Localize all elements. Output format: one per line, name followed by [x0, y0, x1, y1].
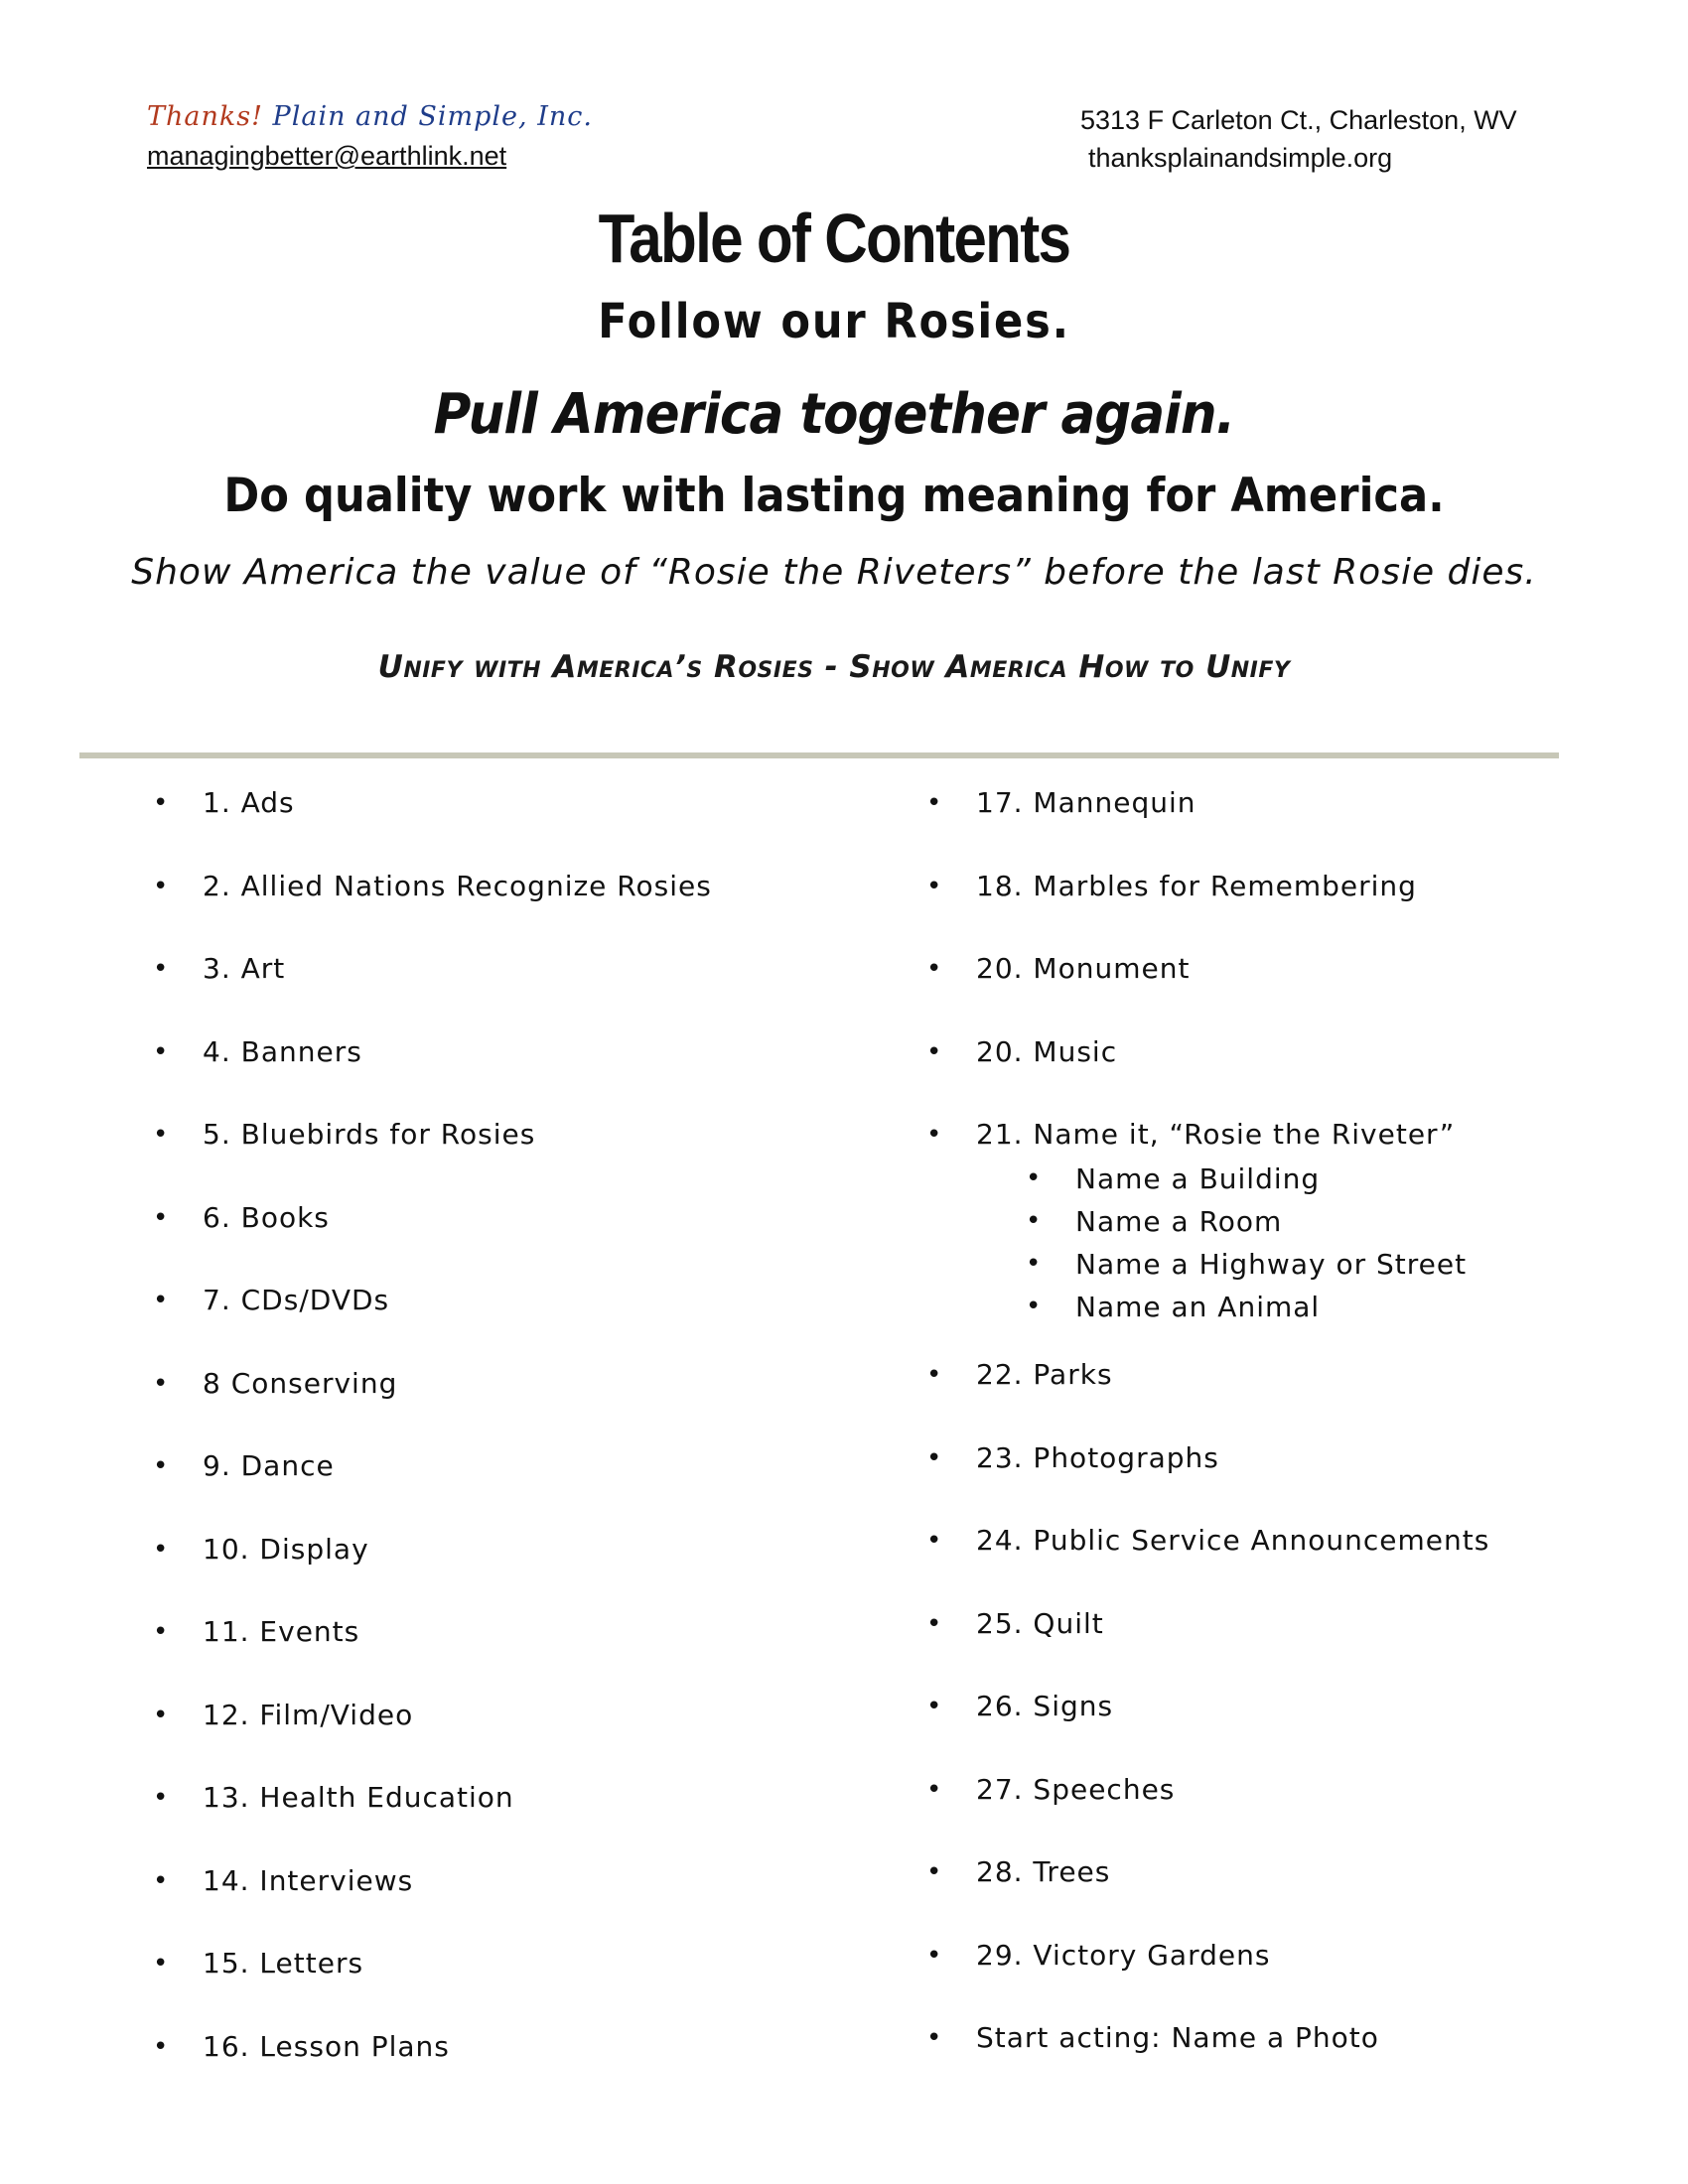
- toc-item: • 7. CDs/DVDs: [147, 1282, 712, 1365]
- subtitle-show-value: Show America the value of “Rosie the Riveters” before the last Rosie dies.: [131, 552, 1537, 593]
- organization-name-accent: Thanks!: [147, 101, 263, 132]
- toc-item-name-it-label: 21. Name it, “Rosie the Riveter”: [976, 1118, 1456, 1151]
- toc-subitem: • Name a Building: [976, 1158, 1489, 1200]
- subtitle-follow: Follow our Rosies.: [598, 294, 1070, 349]
- toc-item: • 16. Lesson Plans: [147, 2028, 712, 2112]
- toc-item: • 22. Parks: [920, 1356, 1489, 1439]
- subtitle-pull-america: Pull America together again.: [433, 382, 1235, 447]
- toc-item: • 9. Dance: [147, 1447, 712, 1531]
- toc-item: • 27. Speeches: [920, 1771, 1489, 1854]
- toc-subitem: • Name an Animal: [976, 1286, 1489, 1328]
- toc-item: • 1. Ads: [147, 784, 712, 868]
- toc-item: • 24. Public Service Announcements: [920, 1522, 1489, 1605]
- header-right: [1080, 101, 1517, 177]
- toc-item: • 14. Interviews: [147, 1862, 712, 1946]
- toc-item: • 8 Conserving: [147, 1365, 712, 1448]
- toc-subitem: • Name a Highway or Street: [976, 1243, 1489, 1286]
- page-title: Table of Contents: [598, 200, 1070, 277]
- toc-item: • 6. Books: [147, 1199, 712, 1283]
- toc-item-name-it: [920, 1116, 1489, 1356]
- toc-item: • 2. Allied Nations Recognize Rosies: [147, 868, 712, 951]
- toc-item: • 20. Music: [920, 1033, 1489, 1117]
- toc-item: • Start acting: Name a Photo: [920, 2019, 1489, 2103]
- subtitle-unify: Unify with America’s Rosies - Show America How to Unify: [377, 649, 1291, 685]
- toc-left-column: [147, 784, 712, 2111]
- toc-item: • 23. Photographs: [920, 1439, 1489, 1523]
- toc-item: • 29. Victory Gardens: [920, 1937, 1489, 2020]
- organization-name-rest: Plain and Simple, Inc.: [272, 101, 593, 132]
- toc-subitems: [976, 1158, 1489, 1328]
- organization-name: [147, 99, 593, 135]
- divider: [79, 752, 1559, 758]
- toc-item: • 4. Banners: [147, 1033, 712, 1117]
- toc-item: • 20. Monument: [920, 950, 1489, 1033]
- header-left: [147, 99, 593, 175]
- toc-item: • 25. Quilt: [920, 1605, 1489, 1689]
- address: 5313 F Carleton Ct., Charleston, WV: [1080, 105, 1517, 135]
- email-link[interactable]: managingbetter@earthlink.net: [147, 141, 507, 171]
- toc-item: • 28. Trees: [920, 1853, 1489, 1937]
- toc-item: • 17. Mannequin: [920, 784, 1489, 868]
- toc-item: • 26. Signs: [920, 1688, 1489, 1771]
- toc-item: • 15. Letters: [147, 1945, 712, 2028]
- toc-item: • 11. Events: [147, 1613, 712, 1697]
- subtitle-quality-work: Do quality work with lasting meaning for America.: [223, 469, 1445, 523]
- toc-item: • 5. Bluebirds for Rosies: [147, 1116, 712, 1199]
- toc-item: • 10. Display: [147, 1531, 712, 1614]
- toc-item: • 13. Health Education: [147, 1779, 712, 1862]
- toc-item: • 3. Art: [147, 950, 712, 1033]
- website: thanksplainandsimple.org: [1088, 143, 1393, 173]
- toc-item: • 18. Marbles for Remembering: [920, 868, 1489, 951]
- toc-item: • 12. Film/Video: [147, 1697, 712, 1780]
- toc-right-column: [920, 784, 1489, 2103]
- toc-subitem: • Name a Room: [976, 1200, 1489, 1243]
